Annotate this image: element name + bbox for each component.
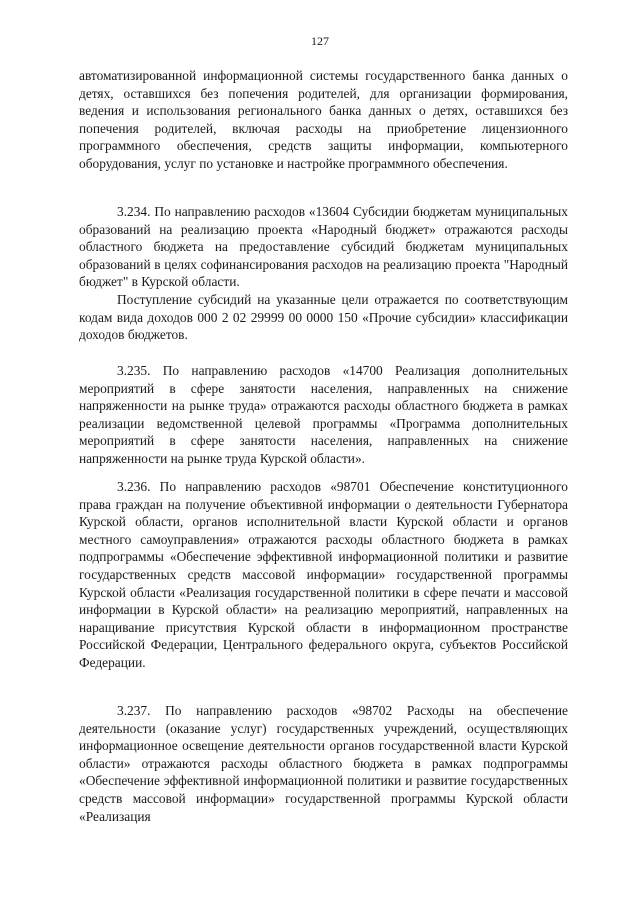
paragraph-3-235: 3.235. По направлению расходов «14700 Реализация дополнительных мероприятий в сфере занятости населения, направленных на снижение напряженности на рынке труда» отражаются расходы областного бюджета в рамках реализации ведомственной целевой программы «Программа дополнительных мероприятий в сфере занятости населения, направленных на снижение напряженности на рынке труда Курской области». bbox=[79, 363, 568, 466]
paragraph-block-continuation bbox=[79, 67, 568, 173]
section-3-237 bbox=[79, 702, 568, 825]
paragraph-continuation: автоматизированной информационной системы государственного банка данных о детях, оставшихся без попечения родителей, для организации формирования, ведения и использования регионального банка данных о детях, оставшихся без попечения родителей, включая расходы на приобретение лицензионного программного обеспечения, средств защиты информации, компьютерного оборудования, услуг по установке и настройке программного обеспечения. bbox=[79, 68, 568, 171]
section-3-234 bbox=[79, 203, 568, 344]
paragraph-3-237: 3.237. По направлению расходов «98702 Расходы на обеспечение деятельности (оказание услуг) государственных учреждений, осуществляющих информационное освещение деятельности органов государственной власти Курской области» отражаются расходы областного бюджета в рамках подпрограммы «Обеспечение эффективной информационной политики и развитие государственных средств массовой информации» государственной программы Курской области «Реализация bbox=[79, 703, 568, 824]
paragraph-3-234: 3.234. По направлению расходов «13604 Субсидии бюджетам муниципальных образований на реализацию проекта «Народный бюджет» отражаются расходы областного бюджета на предоставление субсидий бюджетам муниципальных образований в целях софинансирования расходов на реализацию проекта "Народный бюджет" в Курской области. bbox=[79, 204, 568, 290]
paragraph-3-236: 3.236. По направлению расходов «98701 Обеспечение конституционного права граждан на получение объективной информации о деятельности Губернатора Курской области, органов исполнительной власти Курской области и органов местного самоуправления» отражаются расходы областного бюджета в рамках подпрограммы «Обеспечение эффективной информационной политики и развитие государственных средств массовой информации» государственной программы Курской области «Реализация государственной политики в сфере печати и массовой информации в Курской области» на реализацию мероприятий, направленных на наращивание присутствия Курской области в информационном пространстве Российской Федерации, Центрального федерального округа, субъектов Российской Федерации. bbox=[79, 479, 568, 670]
section-3-236 bbox=[79, 478, 568, 672]
paragraph-3-234-income: Поступление субсидий на указанные цели отражается по соответствующим кодам вида доходов 000 2 02 29999 00 0000 150 «Прочие субсидии» классификации доходов бюджетов. bbox=[79, 291, 568, 343]
section-3-235 bbox=[79, 362, 568, 468]
page-number: 127 bbox=[311, 34, 329, 48]
